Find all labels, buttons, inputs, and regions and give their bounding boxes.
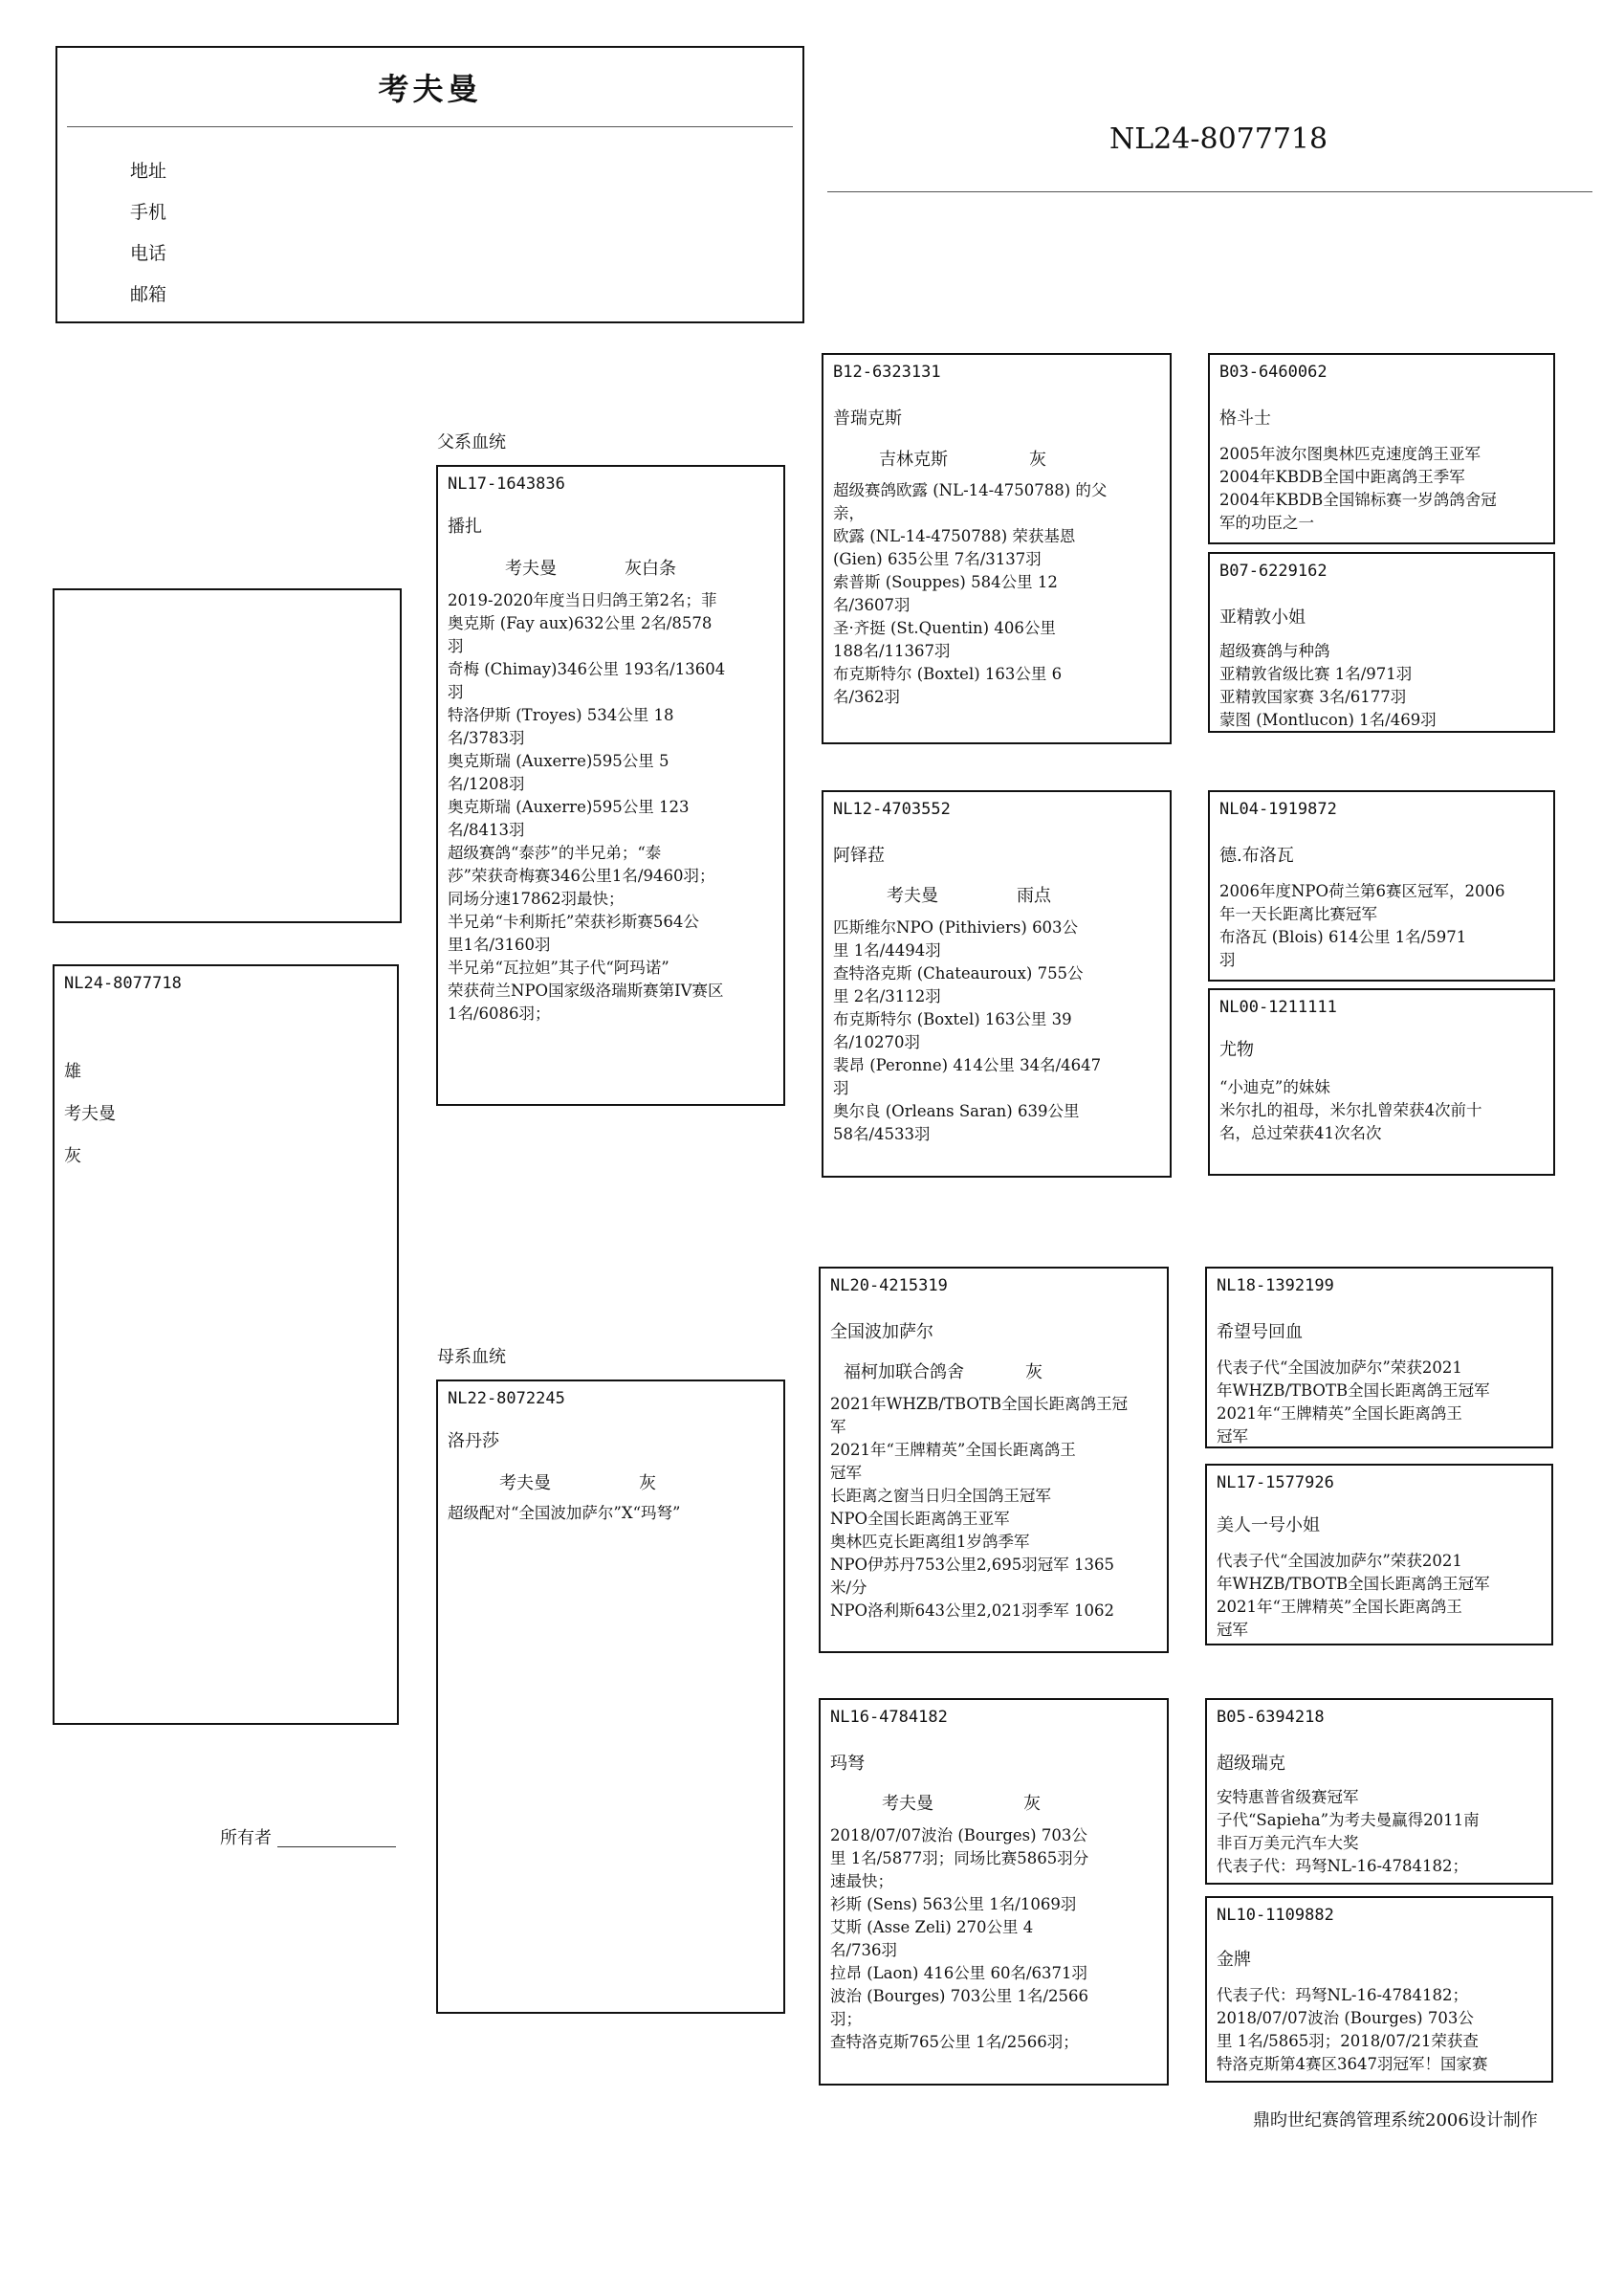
grandparent-ring: B12-6323131	[833, 363, 941, 382]
subject-sex: 雄	[64, 1062, 81, 1082]
ring-underline	[827, 191, 1592, 192]
sire-color: 灰白条	[625, 559, 676, 579]
email-label: 邮箱	[130, 284, 167, 305]
great-grandparent-ring: NL00-1211111	[1219, 998, 1337, 1017]
grandparent-breeder: 考夫曼	[887, 886, 938, 906]
subject-color: 灰	[64, 1146, 81, 1166]
great-grandparent-box	[1208, 790, 1555, 982]
grandparent-ring: NL16-4784182	[830, 1708, 948, 1727]
great-grandparent-description: 2006年度NPO荷兰第6赛区冠军，2006 年一天长距离比赛冠军 布洛瓦 (Blois) 614公里 1名/5971 羽	[1219, 882, 1505, 969]
grandparent-name: 玛弩	[830, 1754, 865, 1774]
great-grandparent-name: 德.布洛瓦	[1219, 846, 1294, 866]
grandparent-name: 全国波加萨尔	[830, 1322, 933, 1342]
grandparent-description: 2021年WHZB/TBOTB全国长距离鸽王冠 军 2021年“王牌精英”全国长距离鸽王 冠军 长距离之窗当日归全国鸽王冠军 NPO全国长距离鸽王亚军 奥林匹克长距离组1岁鸽季军 NPO伊苏丹753公里2,695羽冠军 1365 米/分 NPO洛利斯643公里2,021羽季军 1062	[830, 1395, 1129, 1620]
grandparent-ring: NL12-4703552	[833, 800, 951, 819]
great-grandparent-ring: NL18-1392199	[1217, 1276, 1334, 1295]
header-divider	[67, 126, 793, 127]
grandparent-description: 2018/07/07波治 (Bourges) 703公 里 1名/5877羽；同场比赛5865羽分 速最快； 衫斯 (Sens) 563公里 1名/1069羽 艾斯 (Asse Zeli) 270公里 4 名/736羽 拉昂 (Laon) 416公里 60名/6371羽 波治 (Bourges) 703公里 1名/2566 羽； 查特洛克斯765公里 1名/2566羽；	[830, 1826, 1089, 2051]
grandparent-breeder: 福柯加联合鸽舍	[844, 1362, 964, 1382]
great-grandparent-ring: B05-6394218	[1217, 1708, 1325, 1727]
great-grandparent-name: 尤物	[1219, 1040, 1254, 1060]
footer-credit: 鼎昀世纪赛鸽管理系统2006设计制作	[1253, 2110, 1538, 2130]
grandparent-ring: NL20-4215319	[830, 1276, 948, 1295]
subject-box	[53, 964, 399, 1725]
header-ring-number: NL24-8077718	[1109, 122, 1328, 156]
great-grandparent-box	[1208, 552, 1555, 733]
photo-placeholder	[53, 588, 402, 923]
dam-description: 超级配对“全国波加萨尔”X“玛弩”	[448, 1504, 681, 1522]
grandparent-name: 阿铎菈	[833, 846, 885, 866]
dam-ring: NL22-8072245	[448, 1389, 565, 1408]
grandparent-color: 灰	[1025, 1362, 1042, 1382]
great-grandparent-ring: B07-6229162	[1219, 562, 1328, 581]
great-grandparent-description: “小迪克”的妹妹 米尔扎的祖母，米尔扎曾荣获4次前十 名，总过荣获41次名次	[1219, 1078, 1482, 1142]
sire-breeder: 考夫曼	[505, 559, 557, 579]
dam-box	[436, 1380, 785, 2014]
great-grandparent-description: 代表子代“全国波加萨尔”荣获2021 年WHZB/TBOTB全国长距离鸽王冠军 2021年“王牌精英”全国长距离鸽王 冠军	[1217, 1358, 1490, 1446]
great-grandparent-box	[1205, 1464, 1553, 1645]
dam-color: 灰	[639, 1473, 656, 1493]
grandparent-color: 灰	[1029, 450, 1046, 470]
grandparent-color: 灰	[1023, 1794, 1041, 1814]
owner-signature-line	[277, 1846, 396, 1847]
grandparent-name: 普瑞克斯	[833, 408, 902, 429]
great-grandparent-box	[1205, 1896, 1553, 2083]
mobile-label: 手机	[130, 202, 167, 223]
great-grandparent-description: 代表子代“全国波加萨尔”荣获2021 年WHZB/TBOTB全国长距离鸽王冠军 2021年“王牌精英”全国长距离鸽王 冠军	[1217, 1552, 1490, 1639]
great-grandparent-description: 代表子代：玛弩NL-16-4784182； 2018/07/07波治 (Bourges) 703公 里 1名/5865羽；2018/07/21荣获查 特洛克斯第4赛区3647羽冠军！国家赛	[1217, 1986, 1488, 2073]
grandparent-box	[822, 353, 1172, 744]
dam-breeder: 考夫曼	[499, 1473, 551, 1493]
great-grandparent-box	[1208, 988, 1555, 1176]
grandparent-box	[819, 1267, 1169, 1653]
owner-name: 考夫曼	[378, 71, 482, 107]
great-grandparent-name: 美人一号小姐	[1217, 1515, 1320, 1535]
great-grandparent-name: 格斗士	[1219, 408, 1271, 429]
great-grandparent-description: 超级赛鸽与种鸽 亚精敦省级比赛 1名/971羽 亚精敦国家赛 3名/6177羽 蒙图 (Montlucon) 1名/469羽	[1219, 642, 1437, 729]
grandparent-box	[822, 790, 1172, 1178]
sire-ring: NL17-1643836	[448, 475, 565, 494]
subject-breeder: 考夫曼	[64, 1104, 116, 1124]
address-label: 地址	[130, 161, 167, 182]
great-grandparent-description: 安特惠普省级赛冠军 子代“Sapieha”为考夫曼赢得2011南 非百万美元汽车大奖 代表子代：玛弩NL-16-4784182；	[1217, 1788, 1480, 1875]
great-grandparent-name: 金牌	[1217, 1950, 1251, 1970]
grandparent-color: 雨点	[1017, 886, 1051, 906]
subject-ring: NL24-8077718	[64, 974, 182, 993]
great-grandparent-ring: NL17-1577926	[1217, 1473, 1334, 1492]
sire-line-label: 父系血统	[437, 432, 506, 453]
grandparent-description: 匹斯维尔NPO (Pithiviers) 603公 里 1名/4494羽 查特洛克斯 (Chateauroux) 755公 里 2名/3112羽 布克斯特尔 (Boxtel) 163公里 39 名/10270羽 裴昂 (Peronne) 414公里 34名/4647 羽 奥尔良 (Orleans Saran) 639公里 58名/4533羽	[833, 918, 1102, 1143]
great-grandparent-box	[1205, 1267, 1553, 1448]
great-grandparent-box	[1208, 353, 1555, 544]
great-grandparent-ring: NL04-1919872	[1219, 800, 1337, 819]
dam-name: 洛丹莎	[448, 1431, 499, 1451]
great-grandparent-box	[1205, 1698, 1553, 1885]
great-grandparent-ring: B03-6460062	[1219, 363, 1328, 382]
great-grandparent-name: 希望号回血	[1217, 1322, 1303, 1342]
great-grandparent-name: 亚精敦小姐	[1219, 607, 1306, 628]
sire-box	[436, 465, 785, 1106]
grandparent-box	[819, 1698, 1169, 2086]
great-grandparent-ring: NL10-1109882	[1217, 1906, 1334, 1925]
sire-name: 播扎	[448, 517, 482, 537]
phone-label: 电话	[130, 243, 167, 264]
dam-line-label: 母系血统	[437, 1347, 506, 1367]
grandparent-breeder: 考夫曼	[882, 1794, 933, 1814]
grandparent-breeder: 吉林克斯	[879, 450, 948, 470]
sire-description: 2019-2020年度当日归鸽王第2名；菲 奥克斯 (Fay aux)632公里 2名/8578 羽 奇梅 (Chimay)346公里 193名/13604 羽 特洛伊斯 (Troyes) 534公里 18 名/3783羽 奥克斯瑞 (Auxerre)595公里 5 名/1208羽 奥克斯瑞 (Auxerre)595公里 123 名/8413羽 超级赛鸽“泰莎”的半兄弟；“泰 莎”荣获奇梅赛346公里1名/9460羽； 同场分速17862羽最快； 半兄弟“卡利斯托”荣获衫斯赛564公 里1名/3160羽 半兄弟“瓦拉妲”其子代“阿玛诺” 荣获荷兰NPO国家级洛瑞斯赛第IV赛区 1名/6086羽；	[448, 591, 726, 1023]
grandparent-description: 超级赛鸽欧露 (NL-14-4750788) 的父 亲， 欧露 (NL-14-4750788) 荣获基恩 (Gien) 635公里 7名/3137羽 索普斯 (Souppes) 584公里 12 名/3607羽 圣·齐挺 (St.Quentin) 406公里 188名/11367羽 布克斯特尔 (Boxtel) 163公里 6 名/362羽	[833, 481, 1108, 706]
owner-header-box	[55, 46, 804, 323]
great-grandparent-description: 2005年波尔图奥林匹克速度鸽王亚军 2004年KBDB全国中距离鸽王季军 2004年KBDB全国锦标赛一岁鸽鸽舍冠 军的功臣之一	[1219, 445, 1497, 532]
great-grandparent-name: 超级瑞克	[1217, 1754, 1285, 1774]
owner-signature-label: 所有者	[220, 1828, 272, 1848]
